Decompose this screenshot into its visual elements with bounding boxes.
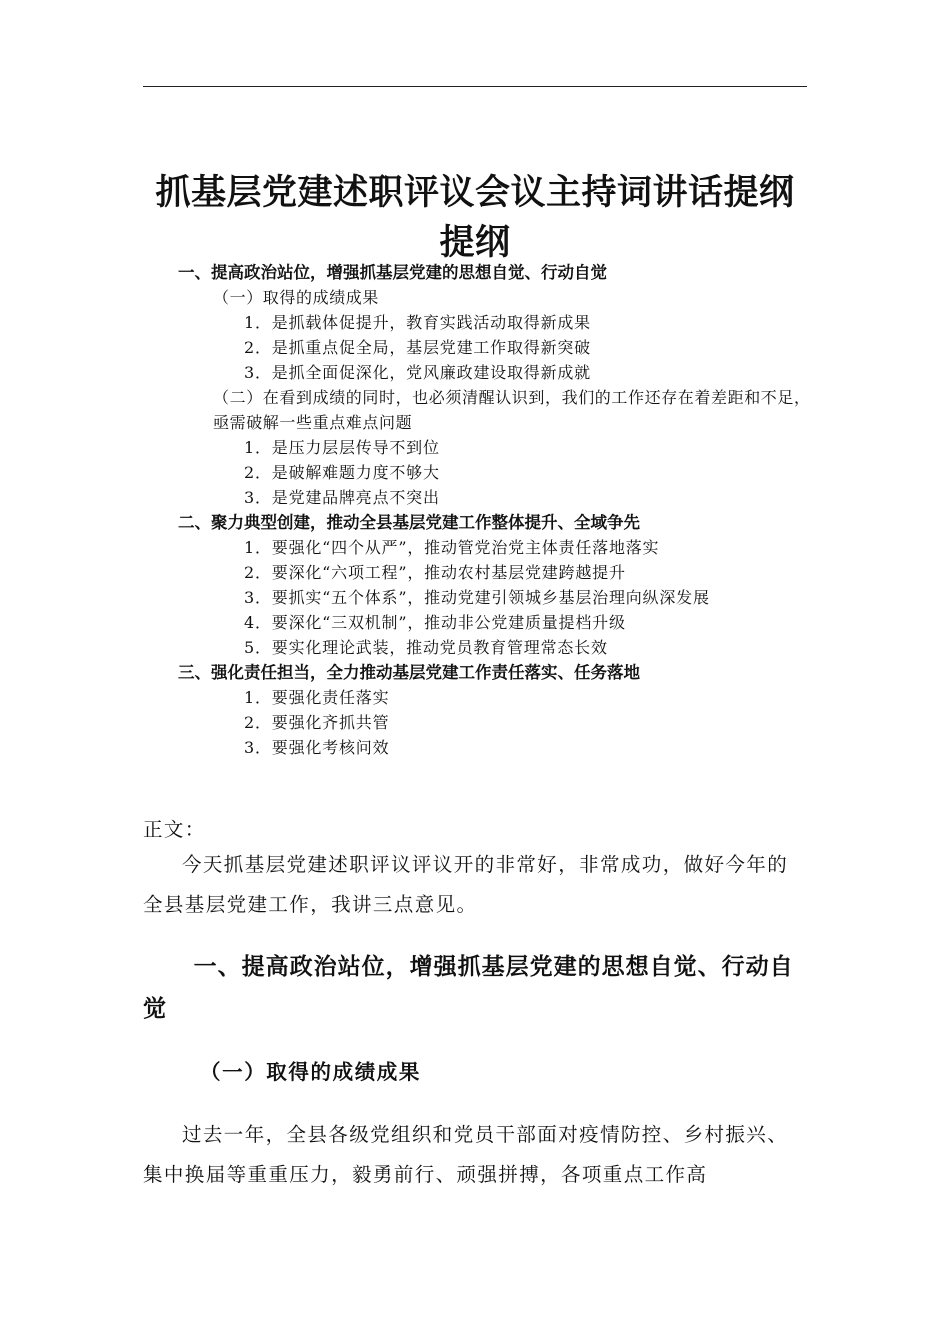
outline-subheading: （一）取得的成绩成果 (213, 288, 380, 307)
outline-item: 1．是抓载体促提升，教育实践活动取得新成果 (244, 313, 591, 332)
outline-item: 2．是抓重点促全局，基层党建工作取得新突破 (244, 338, 591, 357)
intro-paragraph: 今天抓基层党建述职评议评议开的非常好，非常成功，做好今年的全县基层党建工作，我讲三点意见。 (143, 853, 789, 916)
outline-subheading: （二）在看到成绩的同时，也必须清醒认识到，我们的工作还存在着差距和不足，亟需破解一些重点难点问题 (213, 388, 811, 432)
outline-item: 3．要强化考核问效 (244, 738, 390, 757)
outline-item: 3．要抓实“五个体系”，推动党建引领城乡基层治理向纵深发展 (244, 588, 710, 607)
section-heading: 一、提高政治站位，增强抓基层党建的思想自觉、行动自觉 (143, 954, 794, 1022)
outline-item: 3．是抓全面促深化，党风廉政建设取得新成就 (244, 363, 591, 382)
outline-heading-3: 三、强化责任担当，全力推动基层党建工作责任落实、任务落地 (178, 663, 640, 682)
outline-heading-2: 二、聚力典型创建，推动全县基层党建工作整体提升、全域争先 (178, 513, 640, 532)
outline-heading-1: 一、提高政治站位，增强抓基层党建的思想自觉、行动自觉 (178, 263, 607, 282)
outline-item: 3．是党建品牌亮点不突出 (244, 488, 440, 507)
header-rule (143, 86, 807, 87)
outline-item: 2．要强化齐抓共管 (244, 713, 390, 732)
subsection-heading: （一）取得的成绩成果 (200, 1060, 421, 1084)
outline-item: 1．要强化责任落实 (244, 688, 390, 707)
outline-item: 2．要深化“六项工程”，推动农村基层党建跨越提升 (244, 563, 626, 582)
document-title: 抓基层党建述职评议会议主持词讲话提纲提纲 (155, 173, 795, 263)
outline-item: 2．是破解难题力度不够大 (244, 463, 440, 482)
body-paragraph: 过去一年，全县各级党组织和党员干部面对疫情防控、乡村振兴、集中换届等重重压力，毅勇前行、顽强拼搏，各项重点工作高 (143, 1123, 789, 1186)
outline (0, 260, 950, 770)
outline-item: 1．要强化“四个从严”，推动管党治党主体责任落地落实 (244, 538, 660, 557)
body-label: 正文： (143, 818, 206, 841)
outline-item: 5．要实化理论武装，推动党员教育管理常态长效 (244, 638, 608, 657)
outline-item: 1．是压力层层传导不到位 (244, 438, 440, 457)
outline-item: 4．要深化“三双机制”，推动非公党建质量提档升级 (244, 613, 626, 632)
